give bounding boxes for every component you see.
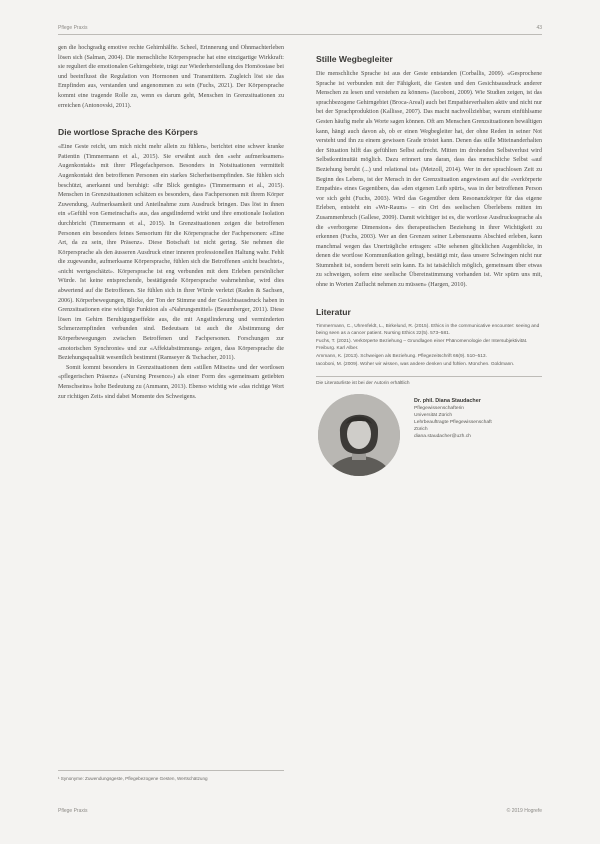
header-left-label: Pflege Praxis [58, 25, 88, 31]
footer-copyright: © 2019 Hogrefe [506, 808, 542, 814]
portrait-image [318, 394, 400, 476]
author-info [414, 398, 542, 440]
page-number: 43 [536, 25, 542, 31]
footer-left-label: Pflege Praxis [58, 808, 88, 814]
author-name: Dr. phil. Diana Staudacher [414, 397, 481, 404]
author-line: Pflegewissenschafterin [414, 405, 465, 411]
reference-item: Ammann, K. (2013). Schweigen als Beziehung. Pflegezeitschrift 66(9). 510–513. [316, 353, 487, 359]
section-heading-body-language: Die wortlose Sprache des Körpers [58, 127, 198, 138]
footnote: ¹ Synonyme: Zuwendungsgeste, Pflegebezogene Gesten, Wertschätzung [58, 770, 284, 781]
reference-item: Timmermann, C., Uhrenfeldt, L., Birkelund, R. (2015). Ethics in the communicative encounter: seeing and being seen as a cancer patient. Nursing Ethics 22(5). 573–581. [316, 323, 540, 336]
section-heading-literature: Literatur [316, 306, 351, 317]
author-box [316, 394, 542, 484]
author-portrait [318, 394, 400, 476]
page-footer [58, 808, 542, 816]
body-paragraph: Die menschliche Sprache ist aus der Geste entstanden (Corballis, 2009). «Gesprochene Sprache ist verbunden mit der Fähigkeit, die Gesten und den Gesichtsausdruck anderer Menschen zu lesen und verstehen zu können» (Iacoboni, 2009). Wie Studien zeigen, ist das sprachbezogene Gehirngebiet (Broca-Areal) auch bei Empathieverhalten aktiv und nicht nur bei der Sprachproduktion (Kallisse, 2007). Das macht nachvollziehbar, warum einfühlsame Gesten häufig mehr als Worte sagen können. Oft am Menschen Grenzsituationen bewältigen kann, hängt auch davon ab, ob er einen Wegbegleiter hat, der ohne Reden in seiner Not versteht und ihn zu einem gewissen Grade tröstet kann. Denen das stille Miteinanderhalten der Situation hilft das gefühlten Selbst aufrecht. Mitten im drohenden Selbstverlust wird Selbstkontinuität möglich. Dazu erinnert uns daran, dass das menschliche Selbst «auf Beziehung beruht (...) und relational ist» (Metzoll, 2014). Wer in der sprachlosen Zeit zu Beginn des Lebens, ist der Mensch in der Grenzsituation angewiesen auf die «verkörperte Empathie» eines Gegenübers, das «den eigenen Leib spürt», was in der betroffenen Person vor sich geht (Fuchs, 2003). Wird das Gegenüber dem Resonanzkörper für das eigene Erleben, entsteht ein «Wir-Raum» – ein Ort des seelischen Überlebens mitten im Zusammenbruch (Gallese, 2009). Damit wichtiger ist es, die wortlose Ausdruckssprache als die «verborgene Dimension» des therapeutischen Beziehung in ihrer Wichtigkeit zu erkennen (Fuchs, 2003). Wer an den Grenzen seiner Lebensraums Abschied erleben, kann manchmal wegen das Unerträgliche ertragen: «Die sehenen glücklichen Augenblicke, in denen die wortlose Kommunikation gelingt, bestätigt mir, dass unsere Schwingen nicht nur Stummheit ist, sondern bereit sein kann. Es ist tatsächlich möglich, gemeinsam über etwas zu schweigen, sofern eine seelische Übereinstimmung vorhanden ist. Wir spürn uns mit, ohne in Worten Zuflucht nehmen zu müssen» (Hargen, 2010). [316, 71, 542, 289]
reference-item: Fuchs, T. (2021). Verkörperte Beziehung – Grundlagen einer Phänomenologie der Intersubjektivität. Freiburg. Karl Alber. [316, 338, 528, 351]
author-email: diana.staudacher@uzh.ch [414, 433, 471, 439]
author-line: Zürich [414, 426, 428, 432]
reference-item: Iacoboni, M. (2009). Woher wir wissen, was andere denken und fühlen. München. Goldmann. [316, 361, 515, 367]
author-line: Universität Zürich [414, 412, 453, 418]
left-column [58, 44, 284, 402]
right-column [316, 44, 542, 484]
section-heading-silent-companions: Stille Wegbegleiter [316, 54, 393, 64]
author-line: Lehrbeauftragte Pflegewissenschaft [414, 419, 492, 425]
literature-note: Die Literaturliste ist bei der Autorin erhältlich [316, 376, 542, 386]
reference-list [316, 323, 542, 368]
body-paragraph: Somit kommt besonders in Grenzsituationen dem «stillen Mitsein» und der wortlosen «pflegerischen Präsenz» («Nursing Presence») als einer Form des «gemeinsam getiebten Menschseins» hohe Bedeutung zu (Ammann, 2013). Ebenso wichtig wie «das richtige Wort zur richtigen Zeit» sind dabei Momente des Schweigens. [58, 364, 284, 400]
intro-paragraph: gen die hochgradig emotive rechte Gehirnhälfte. Scheel, Erinnerung und Ohnmachterleben lösen sich (Salman, 2004). Die menschliche Körpersprache hat eine einzigartige Wirkkraft: sie reguliert die emotionalen Gehirngebiete, trägt zur Wiederherstellung des Homöostase bei und beeinflusst die Regulation von Hormonen und Transmittern. Zugleich löst sie das Empfinden aus, verstanden und angenommen zu sein (Fuchs, 2021). Der Körpersprache kommt eine tragende Rolle zu, wenn es darum geht, Menschen in Grenzsituationen zu erreichen (Antonovski, 2011). [58, 45, 284, 109]
body-paragraph: «Eine Geste reicht, um mich nicht mehr allein zu fühlen», berichtet eine schwer kranke Patientin (Timmermann et al., 2015). Sie erwähnt auch den «sehr aufmerksamen» Augenkontakt» mit ihrer Pflegefachperson. Besonders in Notsituationen vermittelt Augenkontakt den betroffenen Personen ein starkes Sicherheitsempfinden. Sie fühlen sich beschützt, anerkannt und beruhigt: «Ihr Blick genügte» (Timmermann et al., 2015). Menschen in Grenzsituationen schätzen es besonders, dass Fachpersonen mit ihrem Körper Zuwendung, Aufmerksamkeit und Anteilnahme zum Ausdruck bringen. Das löst in ihnen ein «Gefühl von Gemeinschaft» aus, das angstlindernd wirkt und ihre emotionale Isolation durchbricht (Timmermann et al., 2015). In Grenzsituationen zeigen die betroffenen Personen ein besonders feines Sensorium für die Körpersprache der Fachpersonen: «Eine Art, da zu sein, ihre Präsenz». Diese Botschaft ist nicht gering. Sie nehmen die Körpersprache als den äusseren Ausdruck einer inneren professionellen Haltung wahr. Fehlt die zugewandte, aufmerksame Körpersprache, fühlen sich die Betroffenen «nicht beachtet», «nicht wertgeschätzt». Körpersprache ist eng verbunden mit dem Erleben persönlicher Würde. Ist keine entsprechende, bestätigende Körpersprache wahrnehmbar, wird dies abwertend auf die Betroffenen. Sie fühlen sich in ihrer Würde verletzt (Raden & Sachsen, 2006). Körperbewegungen, Blicke, der Ton der Stimme und der Gesichtsausdruck haben in Grenzsituationen eine wichtige Funktion als «Nahrungsmittel» (Beaumberger, 2011). Diese lösen im Gehirn Beruhigungseffekte aus, die mit Angstlinderung und verminderten Schmerzempfinden verbunden sind. Bedeutsam ist auch die Abstimmung der Körperbewegungen zwischen Betroffenen und Fachpersonen. Forschungen zur «motorischen Synchronie» und zur «Affektabstimmung» zeigen, dass Körpersprache die Beziehungsqualität wesentlich bestimmt (Ramseyer & Tschacher, 2011). [58, 144, 284, 362]
page-header [58, 27, 542, 35]
